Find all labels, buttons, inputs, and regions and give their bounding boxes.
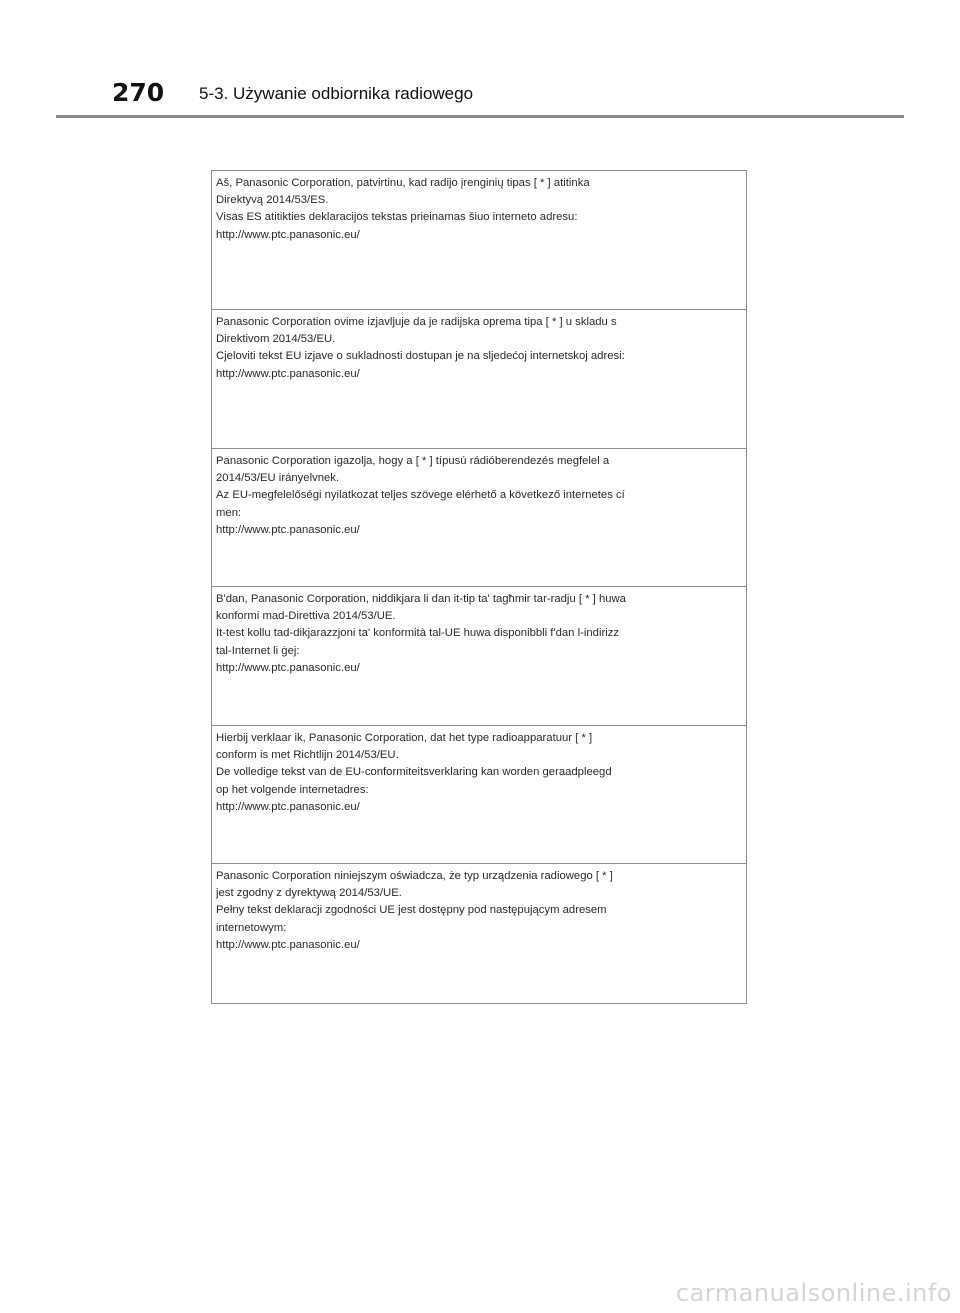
site-watermark: carmanualsonline.info: [675, 1279, 952, 1307]
declaration-url: http://www.ptc.panasonic.eu/: [216, 523, 360, 536]
declaration-line: Direktivom 2014/53/EU.: [216, 333, 336, 346]
page-header: [0, 0, 960, 120]
declaration-url: http://www.ptc.panasonic.eu/: [216, 938, 360, 951]
declaration-cell-hungarian: [212, 449, 746, 587]
declaration-line: Aš, Panasonic Corporation, patvirtinu, kad radijo įrenginių tipas [ * ] atitinka: [216, 177, 590, 189]
declaration-line: Panasonic Corporation niniejszym oświadcza, że typ urządzenia radiowego [ * ]: [216, 870, 613, 882]
header-divider: [56, 115, 904, 118]
declaration-line: De volledige tekst van de EU-conformiteitsverklaring kan worden geraadpleegd: [216, 766, 612, 779]
declaration-line: Panasonic Corporation igazolja, hogy a [ * ] típusú rádióberendezés megfelel a: [216, 455, 610, 467]
declaration-line: Visas ES atitikties deklaracijos tekstas prieinamas šiuo interneto adresu:: [216, 211, 578, 224]
declaration-line: jest zgodny z dyrektywą 2014/53/UE.: [216, 887, 402, 900]
section-title: 5-3. Używanie odbiornika radiowego: [199, 84, 474, 103]
declarations-table: [211, 170, 747, 1004]
declaration-cell-croatian: [212, 310, 746, 449]
declaration-line: Az EU-megfelelőségi nyilatkozat teljes szövege elérhető a következő internetes cí: [216, 489, 625, 502]
page-number: 270: [112, 78, 165, 107]
declaration-url: http://www.ptc.panasonic.eu/: [216, 228, 360, 241]
declaration-line: Cjeloviti tekst EU izjave o sukladnosti dostupan je na sljedećoj internetskoj adresi:: [216, 350, 625, 363]
declaration-line: B'dan, Panasonic Corporation, niddikjara li dan it-tip ta' tagħmir tar-radju [ * ] huwa: [216, 593, 626, 605]
declaration-line: It-test kollu tad-dikjarazzjoni ta' konformità tal-UE huwa disponibbli f'dan l-indirizz: [216, 627, 620, 640]
declaration-line: op het volgende internetadres:: [216, 783, 369, 796]
declaration-line: Pełny tekst deklaracji zgodności UE jest dostępny pod następującym adresem: [216, 904, 607, 917]
declaration-url: http://www.ptc.panasonic.eu/: [216, 661, 360, 674]
declaration-line: internetowym:: [216, 921, 287, 934]
declaration-url: http://www.ptc.panasonic.eu/: [216, 367, 360, 380]
declaration-cell-dutch: [212, 726, 746, 864]
declaration-line: konformi mad-Direttiva 2014/53/UE.: [216, 610, 396, 623]
declaration-line: men:: [216, 506, 242, 519]
declaration-line: tal-Internet li ġej:: [216, 644, 300, 657]
declaration-url: http://www.ptc.panasonic.eu/: [216, 800, 360, 813]
declaration-line: Direktyvą 2014/53/ES.: [216, 194, 329, 207]
declaration-cell-lithuanian: [212, 171, 746, 310]
declaration-cell-polish: [212, 864, 746, 1003]
declaration-line: Panasonic Corporation ovime izjavljuje da je radijska oprema tipa [ * ] u skladu s: [216, 316, 617, 328]
declaration-cell-maltese: [212, 587, 746, 726]
declaration-line: Hierbij verklaar ik, Panasonic Corporation, dat het type radioapparatuur [ * ]: [216, 732, 593, 744]
declaration-line: 2014/53/EU irányelvnek.: [216, 472, 340, 485]
declaration-line: conform is met Richtlijn 2014/53/EU.: [216, 749, 399, 762]
